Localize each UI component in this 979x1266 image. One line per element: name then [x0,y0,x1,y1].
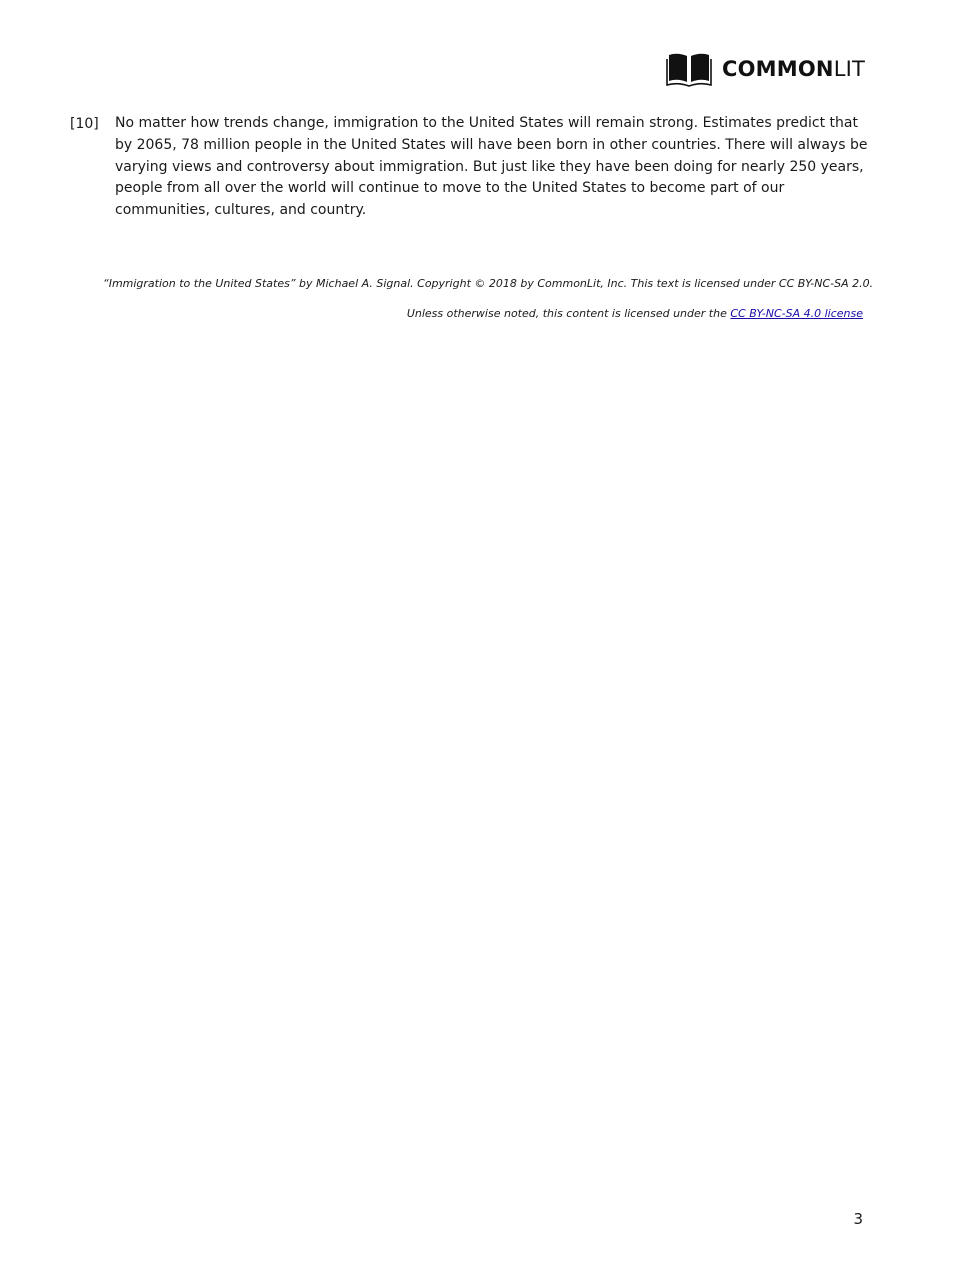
commonlit-logo [666,50,865,88]
citation-text: “Immigration to the United States” by Michael A. Signal. Copyright © 2018 by CommonLit, Inc. This text is licensed under CC BY-NC-SA 2.0. [103,277,874,290]
paragraph-number: [10] [70,116,99,132]
license-notice [103,306,863,322]
page-number: 3 [853,1210,863,1228]
license-prefix: Unless otherwise noted, this content is licensed under the [406,307,731,320]
license-link[interactable]: CC BY-NC-SA 4.0 license [730,307,863,320]
paragraph-10 [70,113,870,222]
logo-wordmark-light: LIT [833,57,866,81]
logo-wordmark [722,57,865,81]
open-book-icon [666,51,712,87]
paragraph-text: No matter how trends change, immigration to the United States will remain strong. Estimates predict that by 2065, 78 million people in the United States will have been born in other countries. There will always be varying views and controversy about immigration. But just like they have been doing for nearly 250 years, people from all over the world will continue to move to the United States to become part of our communities, cultures, and country. [115,115,868,219]
logo-wordmark-bold: COMMON [722,57,834,81]
